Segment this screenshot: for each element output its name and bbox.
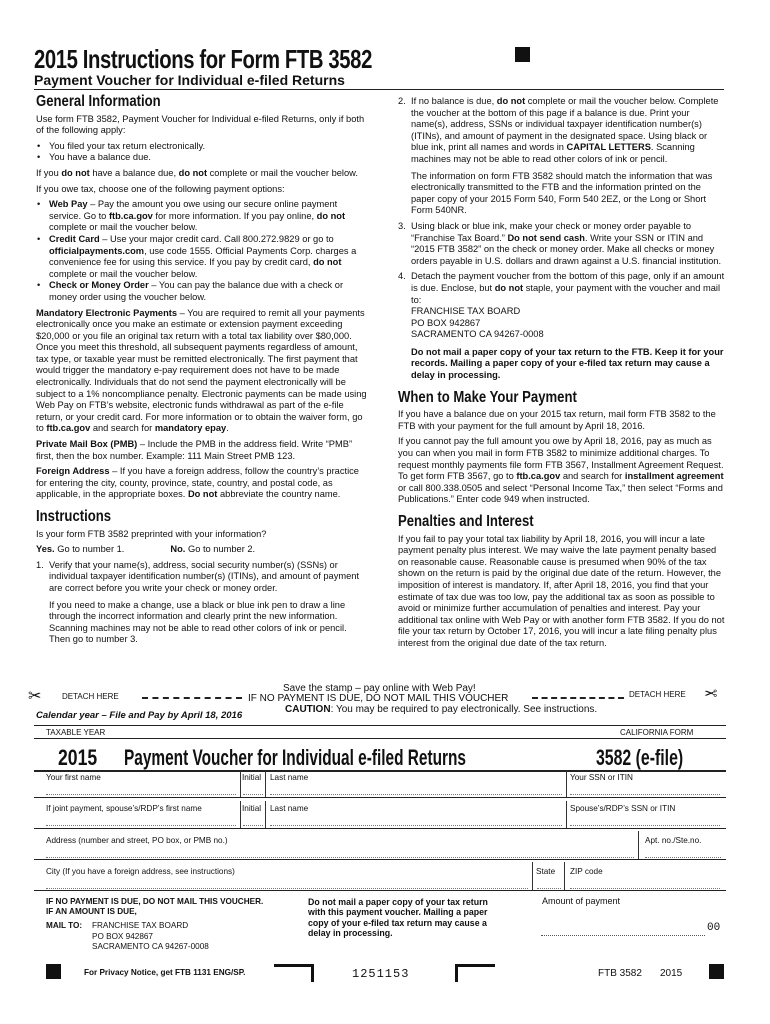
spouse-ssn-label: Spouse’s/RDP’s SSN or ITIN [570,804,676,813]
list-item: • You have a balance due. [36,152,370,164]
spouse-last-name-label: Last name [270,804,309,813]
no-payment-text: IF NO PAYMENT IS DUE, DO NOT MAIL THIS VOUCHER. IF AN AMOUNT IS DUE, [46,897,264,916]
california-form-label: CALIFORNIA FORM [620,728,694,737]
save-stamp-text: Save the stamp – pay online with Web Pay! [283,683,476,694]
calendar-year-text: Calendar year – File and Pay by April 18, 2016 [36,710,243,721]
pmb-text: Private Mail Box (PMB) – Include the PMB in the address field. Write “PMB” first, then the box number. Example: 111 Main Street PMB 123. [36,439,353,461]
list-item: • You filed your tax return electronically. [36,141,370,153]
ssn-label: Your SSN or ITIN [570,773,633,782]
dash-line-left [142,697,242,699]
divider [34,859,726,860]
ftb-link[interactable]: ftb.ca.gov [108,210,153,221]
payment-options [36,199,370,303]
general-intro: Use form FTB 3582, Payment Voucher for Individual e-filed Returns, only if both of the following apply: [36,113,365,136]
corner-mark-right [455,964,495,982]
divider [34,890,726,891]
penalties-paragraph: If you fail to pay your total tax liability by April 18, 2016, you will incur a late payment penalty plus interest. We may waive the late payment penalty based on reasonable cause. Reasonable cause is presumed when 90% of the tax shown on the return is paid by the original due date of the return. However, the imposition of interest is mandatory. If, after April 18, 2016, you find that your estimate of tax due was too low, pay the additional tax as soon as possible to avoid or minimize further accumulation of penalties and interest. Pay your additional tax online with Web Pay or with another form FTB 3582. If you do not file your tax return by October 17, 2016, you will incur a late filing penalty plus interest from the original due date of the tax return. [398,533,725,648]
voucher-mail-to: MAIL TO: [46,921,83,930]
city-input[interactable] [46,884,528,889]
address-input[interactable] [46,853,634,858]
ssn-input[interactable] [570,790,720,795]
owe-intro: If you owe tax, choose one of the following payment options: [36,183,285,194]
instructions-heading: Instructions [36,508,112,525]
voucher-top-rule [34,725,726,726]
mailing-address-line-2: PO BOX 942867 [411,317,481,328]
address-label: Address (number and street, PO box, or PMB no.) [46,836,228,845]
when-paragraph-1: If you have a balance due on your 2015 tax return, mail form FTB 3582 to the FTB with your payment for the full amount by April 18, 2016. [398,409,716,431]
amount-cents: 00 [707,922,721,934]
spouse-initial-label: Initial [242,804,262,813]
spouse-first-name-input[interactable] [46,821,236,826]
last-name-label: Last name [270,773,309,782]
taxable-year-label: TAXABLE YEAR [46,728,106,737]
amount-label: Amount of payment [542,896,621,906]
voucher-title-rule [34,770,726,772]
web-pay-option: • Web Pay – Pay the amount you owe using our secure online payment service. Go to ftb.ca.gov for more information. If you pay online, do not complete or mail the voucher below. [36,199,370,234]
city-label: City (If you have a foreign address, see instructions) [46,867,235,876]
mailing-address-line-3: SACRAMENTO CA 94267-0008 [411,329,544,340]
general-heading: General Information [36,93,161,110]
spouse-first-name-label: If joint payment, spouse’s/RDP’s first name [46,804,202,813]
divider [638,831,639,859]
detach-label-left: DETACH HERE [62,692,119,701]
yes-no-answers: Yes. Go to number 1. No. Go to number 2. [36,544,256,555]
detach-label-right: DETACH HERE [629,690,686,699]
instruction-list-2 [398,96,726,341]
scissors-right-icon: ✂ [704,686,718,703]
when-heading: When to Make Your Payment [398,388,577,406]
caution-text: CAUTION: You may be required to pay electronically. See instructions. [285,704,598,715]
form-code: 1251153 [352,967,410,981]
corner-mark-left [274,964,314,982]
registration-mark [515,47,530,62]
no-balance-text: If you do not have a balance due, do not complete or mail the voucher below. [36,167,358,178]
preprinted-question: Is your form FTB 3582 preprinted with your information? [36,528,267,539]
spouse-ssn-input[interactable] [570,821,720,826]
voucher-mail-address: FRANCHISE TAX BOARD PO BOX 942867 SACRAMENTO CA 94267-0008 [92,921,209,951]
voucher-form-number: 3582 (e-file) [596,745,684,770]
zip-input[interactable] [570,884,720,889]
footer-form-number: FTB 3582 [598,968,642,979]
registration-mark [46,964,61,979]
voucher-header-rule [34,738,726,739]
instruction-item-2: 2. If no balance is due, do not complete or mail the voucher below. Complete the voucher at the bottom of this page if a balance is due. Print your name(s), address, SSNs or individual taxpayer identification number(s) (ITINs), and amount of payment in the designated space. Using black or blue ink, print all names and words in CAPITAL LETTERS. Scanning machines may not be able to read other colors of ink or pencil. The information on form FTB 3582 should match the information that was electronically transmitted to the FTB and the information printed on the paper copy of your 2015 Form 540, Form 540 2EZ, or the Long or Short Form 540NR. [398,96,719,216]
dont-mail-warning: Do not mail a paper copy of your tax return with this payment voucher. Mailing a paper copy of your e-filed tax return may cause a delay in processing. [308,897,488,939]
paper-copy-warning: Do not mail a paper copy of your tax return to the FTB. Keep it for your records. Mailing a paper copy of your e-filed tax return may cause a delay in processing. [411,346,724,381]
voucher-year: 2015 [58,745,98,770]
scissors-left-icon: ✂ [28,688,42,705]
divider [34,828,726,829]
detach-center-text: IF NO PAYMENT IS DUE, DO NOT MAIL THIS VOUCHER [248,693,509,704]
instruction-item-4: 4. Detach the payment voucher from the bottom of this page, only if an amount is due. Enclose, but do not staple, your payment with the voucher and mail to: FRANCHISE TAX BOARD PO BOX 942867 SACRAMENTO CA 94267-0008 [398,271,725,340]
last-name-input[interactable] [270,790,562,795]
mandatory-epay-text: Mandatory Electronic Payments – You are required to remit all your payments electronically once you make an estimate or extension payment exceeding $20,000 or you file an original tax return with a total tax liability over $80,000. Once you meet this threshold, all subsequent payments regardless of amount, tax type, or taxable year must be remitted electronically. The first payment that would trigger the mandatory e-pay requirement does not have to be made electronically. Individuals that do not send the payment electronically will be subject to a 1% noncompliance penalty. Electronic payments can be made using Web Pay on FTB’s website, electronic funds withdrawal as part of the e-file return, or your credit card. For more information or to obtain the waiver form, go to ftb.ca.gov and search for mandatory epay. [36,307,367,434]
foreign-address-text: Foreign Address – If you have a foreign address, follow the country’s practice for entering the city, county, province, state, country, and postal code, as applicable, in the appropriate boxes. Do not abbreviate the country name. [36,466,359,500]
when-paragraph-2: If you cannot pay the full amount you owe by April 18, 2016, pay as much as you can when you mail in form FTB 3582 to minimize additional charges. To request monthly payments file form FTB 3567, Installment Agreement Request. To get form FTB 3567, go to ftb.ca.gov and search for installment agreement or call 800.338.0505 and select “Personal Income Tax,” then select “Forms and Publications.” Enter code 949 when instructed. [398,436,724,505]
apt-input[interactable] [645,853,721,858]
state-input[interactable] [537,884,561,889]
left-column [36,92,370,650]
penalties-heading: Penalties and Interest [398,513,534,530]
zip-label: ZIP code [570,867,603,876]
divider [265,771,266,797]
right-column [398,96,726,654]
spouse-last-name-input[interactable] [270,821,562,826]
spouse-initial-input[interactable] [243,821,263,826]
page-subtitle: Payment Voucher for Individual e-filed Returns [34,72,345,88]
registration-mark [709,964,724,979]
state-label: State [536,867,556,876]
privacy-notice: For Privacy Notice, get FTB 1131 ENG/SP. [84,968,246,977]
divider [34,797,726,798]
first-name-input[interactable] [46,790,236,795]
initial-label: Initial [242,773,262,782]
divider [265,801,266,828]
page-title: 2015 Instructions for Form FTB 3582 [34,44,372,74]
amount-input[interactable] [541,931,705,936]
footer-year: 2015 [660,968,683,979]
mailing-address-line-1: FRANCHISE TAX BOARD [411,306,521,317]
voucher-title: Payment Voucher for Individual e-filed Returns [124,745,467,770]
check-option: • Check or Money Order – You can pay the balance due with a check or money order using the voucher below. [36,280,370,303]
header-rule [34,89,724,90]
credit-card-option: • Credit Card – Use your major credit card. Call 800.272.9829 or go to officialpayments.com, use code 1555. Official Payments Corp. charges a convenience fee for using this service. If you pay by credit card, do not complete or mail the voucher below. [36,234,370,280]
instruction-item-3: 3. Using black or blue ink, make your check or money order payable to “Franchise Tax Board.” Do not send cash. Write your SSN or ITIN and “2015 FTB 3582” on the check or money order. Make all checks or money orders payable in U.S. dollars and drawn against a U.S. financial institution. [398,220,722,266]
instruction-item-1: 1. Verify that your name(s), address, social security number(s) (SSNs) or individual taxpayer identification number(s) (ITINs), and amount of payment are correct before you write your check or money order. If you need to make a change, use a black or blue ink pen to draw a line through the incorrect information and clearly print the new information. Scanning machines may not be able to read other colors of ink or pencil. Then go to number 3. [36,559,360,645]
official-payments-link[interactable]: officialpayments.com [49,245,145,256]
apt-label: Apt. no./Ste.no. [645,836,702,845]
divider [240,771,241,797]
divider [566,771,567,797]
ftb-link[interactable]: ftb.ca.gov [46,423,91,434]
instruction-list-1 [36,560,370,646]
first-name-label: Your first name [46,773,101,782]
general-bullets [36,141,370,164]
divider [240,801,241,828]
dash-line-right [532,697,624,699]
divider [532,862,533,890]
divider [564,862,565,890]
ftb-link[interactable]: ftb.ca.gov [516,471,561,482]
divider [566,801,567,828]
initial-input[interactable] [243,790,263,795]
